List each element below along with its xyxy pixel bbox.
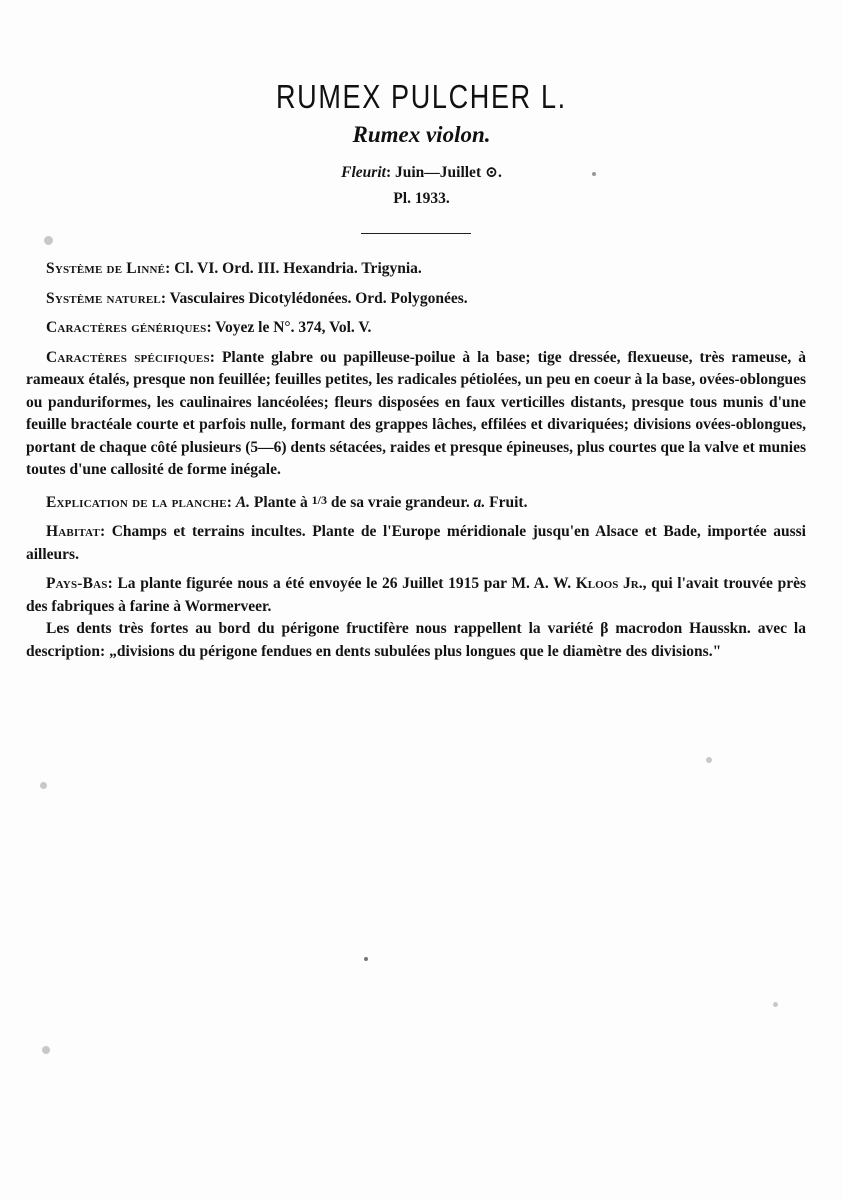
section-paysbas: Pays-Bas: La plante figurée nous a été envoyée le 26 Juillet 1915 par M. A. W. Kloos Jr., qui l'avait trouvée près des fabriques à farine à Wormerveer. — [26, 575, 806, 615]
section-habitat — [26, 521, 806, 566]
section-text: : Champs et terrains incultes. Plante de l'Europe méridionale jusqu'en Alsace et Bade, importée aussi ailleurs. — [26, 523, 806, 563]
section-naturel — [26, 288, 806, 311]
paper-speck — [706, 757, 712, 763]
plate-number: Pl. 1933. — [393, 190, 450, 207]
description-body — [26, 258, 806, 670]
section-linne — [26, 258, 806, 281]
paper-speck — [592, 172, 596, 176]
section-heading: Système naturel — [46, 289, 161, 307]
section-generiques — [26, 317, 806, 340]
paper-speck — [773, 1002, 778, 1007]
section-heading: Explication de la planche — [46, 493, 227, 511]
section-text: : Vasculaires Dicotylédonées. Ord. Polygonées. — [160, 289, 468, 307]
section-specifiques — [26, 347, 806, 482]
species-title: RUMEX PULCHER L. — [275, 78, 567, 115]
section-planche: Explication de la planche: A. Plante à 1/3 de sa vraie grandeur. a. Fruit. — [46, 492, 528, 511]
section-text: : Cl. VI. Ord. III. Hexandria. Trigynia. — [165, 260, 422, 277]
section-text: : Plante glabre ou papilleuse-poilue à la base; tige dressée, flexueuse, très rameuse, à rameaux étalés, presque non feuillée; feuilles petites, les radicales pétiolées, un peu en coeur à la base, ovées-oblongues ou panduriformes, les caulinaires lancéolées; fleurs disposées en faux verticilles distants, presque tous munis d'une feuille bractéale courte et parfois nulle, formant des grappes lâches, effilées et divariquées; divisions ovées-oblongues, portant de chaque côté plusieurs (5—6) dents sétacées, raides et presque épineuses, plus courtes que la valve et munies toutes d'une callosité de forme inégale. — [26, 348, 806, 478]
flowering-value: : Juin—Juillet ⊙. — [385, 164, 502, 181]
section-heading: Système de Linné — [46, 260, 166, 277]
section-heading: Caractères spécifiques — [46, 348, 210, 366]
collector-name: Kloos Jr. — [575, 575, 643, 592]
flowering-label: Fleurit — [341, 164, 386, 181]
figure-letter-a: a. — [473, 493, 486, 511]
section-heading: Caractères génériques — [46, 319, 207, 336]
scale-fraction: 1/3 — [311, 492, 327, 507]
common-name: Rumex violon. — [352, 122, 491, 147]
paper-speck — [40, 782, 47, 789]
divider-rule — [361, 233, 471, 234]
flowering-line — [0, 162, 843, 182]
figure-letter-A: A. — [235, 493, 251, 511]
section-note: Les dents très fortes au bord du périgone fructifère nous rappellent la variété β macrodon Hausskn. avec la description: „divisions du périgone fendues en dents subulées plus longues que le diamètre des divisions." — [26, 620, 806, 660]
paper-speck — [44, 236, 53, 245]
paper-speck — [42, 1046, 50, 1054]
section-heading: Habitat — [46, 523, 101, 540]
paper-speck — [364, 957, 368, 961]
section-text: : Voyez le N°. 374, Vol. V. — [206, 319, 372, 336]
section-heading: Pays-Bas — [46, 575, 108, 592]
